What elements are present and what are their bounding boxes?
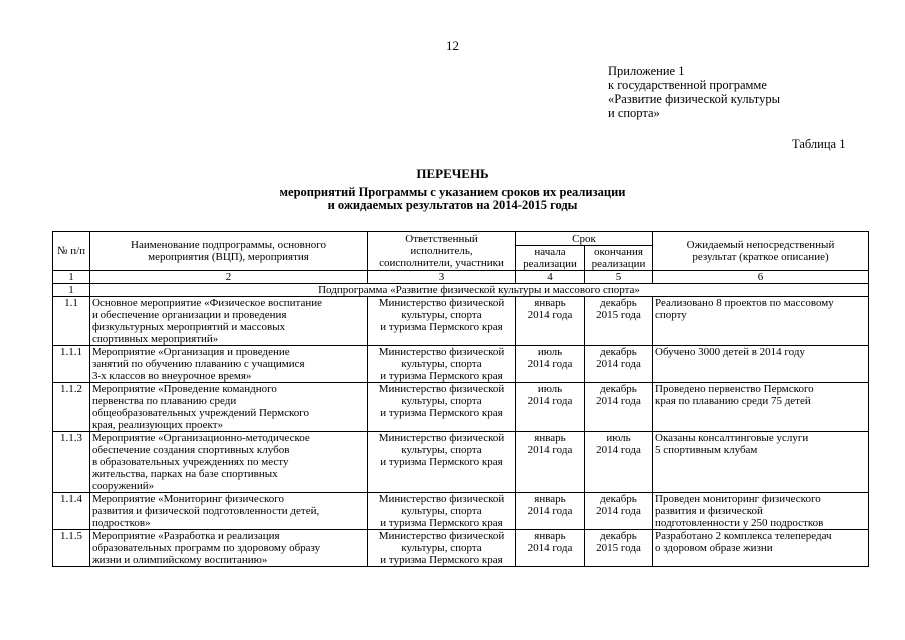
header-executor-line: соисполнители, участники <box>379 257 504 269</box>
row-executor-line: культуры, спорта <box>401 444 482 456</box>
row-executor-line: и туризма Пермского края <box>380 554 503 566</box>
row-start-line: январь <box>534 493 566 505</box>
row-name <box>90 493 368 530</box>
row-start <box>516 530 585 567</box>
column-number: 4 <box>516 271 585 284</box>
row-name-line: спортивных мероприятий» <box>92 333 219 345</box>
row-name-line: подростков» <box>92 517 151 529</box>
subprogram-title: Подпрограмма «Развитие физической культуры и массового спорта» <box>90 284 869 297</box>
row-start-line: 2014 года <box>527 542 573 554</box>
row-end-line: декабрь <box>600 493 637 505</box>
row-start <box>516 297 585 346</box>
column-number: 2 <box>90 271 368 284</box>
table-row <box>53 297 869 346</box>
header-num: № п/п <box>53 232 90 271</box>
row-end <box>585 383 653 432</box>
row-end-line: декабрь <box>600 530 637 542</box>
row-executor-line: и туризма Пермского края <box>380 321 503 333</box>
appendix-line: «Развитие физической культуры <box>608 92 780 106</box>
row-end-line: июль <box>606 432 631 444</box>
column-number: 6 <box>653 271 869 284</box>
document-title: ПЕРЕЧЕНЬ <box>416 166 489 181</box>
row-executor-line: и туризма Пермского края <box>380 517 503 529</box>
table-row <box>53 530 869 567</box>
row-result-line: 5 спортивным клубам <box>655 444 758 456</box>
row-num: 1.1.5 <box>53 530 90 567</box>
row-result-line: подготовленности у 250 подростков <box>655 517 824 529</box>
document-subtitle <box>0 186 905 212</box>
row-name <box>90 346 368 383</box>
row-end-line: 2014 года <box>596 395 641 407</box>
row-executor <box>368 297 516 346</box>
appendix-line: Приложение 1 <box>608 64 685 78</box>
header-end <box>585 246 653 271</box>
row-executor <box>368 346 516 383</box>
row-executor <box>368 530 516 567</box>
row-start-line: январь <box>534 297 566 309</box>
row-start-line: июль <box>537 383 563 395</box>
row-result-line: развития и физической <box>655 505 763 517</box>
row-executor-line: и туризма Пермского края <box>380 407 503 419</box>
row-name <box>90 383 368 432</box>
row-result <box>653 383 869 432</box>
header-executor <box>368 232 516 271</box>
row-start-line: июль <box>537 346 563 358</box>
row-name-line: развития и физической подготовленности детей, <box>92 505 320 517</box>
row-executor-line: Министерство физической <box>378 530 505 542</box>
column-number-row <box>53 271 869 284</box>
row-start-line: 2014 года <box>527 309 573 321</box>
header-term: Срок <box>516 232 653 246</box>
row-end <box>585 493 653 530</box>
row-end-line: декабрь <box>600 297 637 309</box>
row-name-line: Основное мероприятие «Физическое воспитание <box>92 297 323 309</box>
row-end-line: 2015 года <box>596 309 641 321</box>
table-row <box>53 346 869 383</box>
row-num: 1.1.1 <box>53 346 90 383</box>
subprogram-row <box>53 284 869 297</box>
row-name-line: Мероприятие «Организация и проведение <box>92 346 290 358</box>
row-name-line: жизни и олимпийскому воспитанию» <box>92 554 268 566</box>
row-end-line: декабрь <box>600 346 637 358</box>
row-executor-line: культуры, спорта <box>401 505 482 517</box>
header-executor-line: Ответственный <box>405 233 478 245</box>
row-name-line: жительства, парках на базе спортивных <box>92 468 278 480</box>
header-start-line: начала <box>534 246 566 258</box>
table-row <box>53 383 869 432</box>
row-end-line: 2014 года <box>596 358 641 370</box>
row-executor-line: Министерство физической <box>378 297 505 309</box>
table-row <box>53 432 869 493</box>
row-name <box>90 432 368 493</box>
row-num: 1.1.2 <box>53 383 90 432</box>
row-start-line: 2014 года <box>527 395 573 407</box>
header-end-line: окончания <box>594 246 643 258</box>
row-start-line: 2014 года <box>527 505 573 517</box>
row-name <box>90 530 368 567</box>
header-start <box>516 246 585 271</box>
row-result <box>653 530 869 567</box>
row-executor-line: Министерство физической <box>378 346 505 358</box>
row-name-line: обеспечение создания спортивных клубов <box>92 444 290 456</box>
row-result <box>653 346 869 383</box>
table-label: Таблица 1 <box>792 137 846 151</box>
row-name-line: края, реализующих проект» <box>92 419 224 431</box>
row-name-line: и обеспечение организации и проведения <box>92 309 287 321</box>
row-result <box>653 432 869 493</box>
row-name-line: первенства по плаванию среди <box>92 395 237 407</box>
row-name-line: физкультурных мероприятий и массовых <box>92 321 286 333</box>
row-result-line: Разработано 2 комплекса телепередач <box>655 530 832 542</box>
header-result-line: результат (краткое описание) <box>692 251 829 263</box>
row-name <box>90 297 368 346</box>
row-end-line: 2014 года <box>596 444 641 456</box>
row-name-line: в образовательных учреждениях по месту <box>92 456 289 468</box>
row-result-line: Проведено первенство Пермского <box>655 383 814 395</box>
row-end <box>585 530 653 567</box>
header-name <box>90 232 368 271</box>
row-start <box>516 346 585 383</box>
row-executor <box>368 383 516 432</box>
row-result-line: Оказаны консалтинговые услуги <box>655 432 809 444</box>
page-number: 12 <box>446 38 459 53</box>
row-executor-line: и туризма Пермского края <box>380 456 503 468</box>
subprogram-num: 1 <box>53 284 90 297</box>
table-row <box>53 493 869 530</box>
measures-table <box>52 231 869 567</box>
row-end <box>585 297 653 346</box>
header-result-line: Ожидаемый непосредственный <box>686 239 835 251</box>
row-name-line: Мероприятие «Разработка и реализация <box>92 530 280 542</box>
appendix-line: и спорта» <box>608 106 660 120</box>
column-number: 1 <box>53 271 90 284</box>
appendix-line: к государственной программе <box>608 78 767 92</box>
row-start <box>516 493 585 530</box>
row-num: 1.1.3 <box>53 432 90 493</box>
header-end-line: реализации <box>591 258 646 270</box>
row-result-line: края по плаванию среди 75 детей <box>655 395 811 407</box>
header-executor-line: исполнитель, <box>410 245 473 257</box>
row-executor-line: Министерство физической <box>378 493 505 505</box>
header-result <box>653 232 869 271</box>
row-start <box>516 383 585 432</box>
row-result-line: Проведен мониторинг физического <box>655 493 821 505</box>
subtitle-line: мероприятий Программы с указанием сроков их реализации <box>279 185 626 199</box>
row-result <box>653 493 869 530</box>
row-start-line: январь <box>534 530 566 542</box>
row-name-line: Мероприятие «Организационно-методическое <box>92 432 310 444</box>
row-end <box>585 346 653 383</box>
row-result-line: о здоровом образе жизни <box>655 542 773 554</box>
row-name-line: общеобразовательных учреждений Пермского <box>92 407 310 419</box>
row-start-line: январь <box>534 432 566 444</box>
row-name-line: Мероприятие «Мониторинг физического <box>92 493 284 505</box>
row-executor <box>368 493 516 530</box>
row-name-line: Мероприятие «Проведение командного <box>92 383 277 395</box>
header-name-line: Наименование подпрограммы, основного <box>131 239 326 251</box>
row-executor-line: Министерство физической <box>378 383 505 395</box>
table-body <box>53 284 869 567</box>
row-start-line: 2014 года <box>527 444 573 456</box>
row-result <box>653 297 869 346</box>
row-result-line: Обучено 3000 детей в 2014 году <box>655 346 805 358</box>
row-executor-line: культуры, спорта <box>401 358 482 370</box>
row-start-line: 2014 года <box>527 358 573 370</box>
row-executor-line: культуры, спорта <box>401 309 482 321</box>
header-name-line: мероприятия (ВЦП), мероприятия <box>148 251 309 263</box>
header-start-line: реализации <box>523 258 577 270</box>
row-executor-line: и туризма Пермского края <box>380 370 503 382</box>
row-num: 1.1.4 <box>53 493 90 530</box>
row-executor-line: культуры, спорта <box>401 542 482 554</box>
column-number: 5 <box>585 271 653 284</box>
row-executor-line: Министерство физической <box>378 432 505 444</box>
column-number: 3 <box>368 271 516 284</box>
row-end <box>585 432 653 493</box>
row-name-line: сооружений» <box>92 480 155 492</box>
row-name-line: образовательных программ по здоровому образу <box>92 542 321 554</box>
row-num: 1.1 <box>53 297 90 346</box>
row-name-line: 3-х классов во внеурочное время» <box>92 370 252 382</box>
appendix-note <box>608 64 780 120</box>
row-name-line: занятий по обучению плаванию с учащимися <box>92 358 305 370</box>
row-end-line: 2014 года <box>596 505 641 517</box>
row-result-line: спорту <box>655 309 687 321</box>
row-executor <box>368 432 516 493</box>
row-end-line: 2015 года <box>596 542 641 554</box>
row-result-line: Реализовано 8 проектов по массовому <box>655 297 834 309</box>
row-start <box>516 432 585 493</box>
subtitle-line: и ожидаемых результатов на 2014-2015 годы <box>327 198 578 212</box>
row-end-line: декабрь <box>600 383 637 395</box>
row-executor-line: культуры, спорта <box>401 395 482 407</box>
